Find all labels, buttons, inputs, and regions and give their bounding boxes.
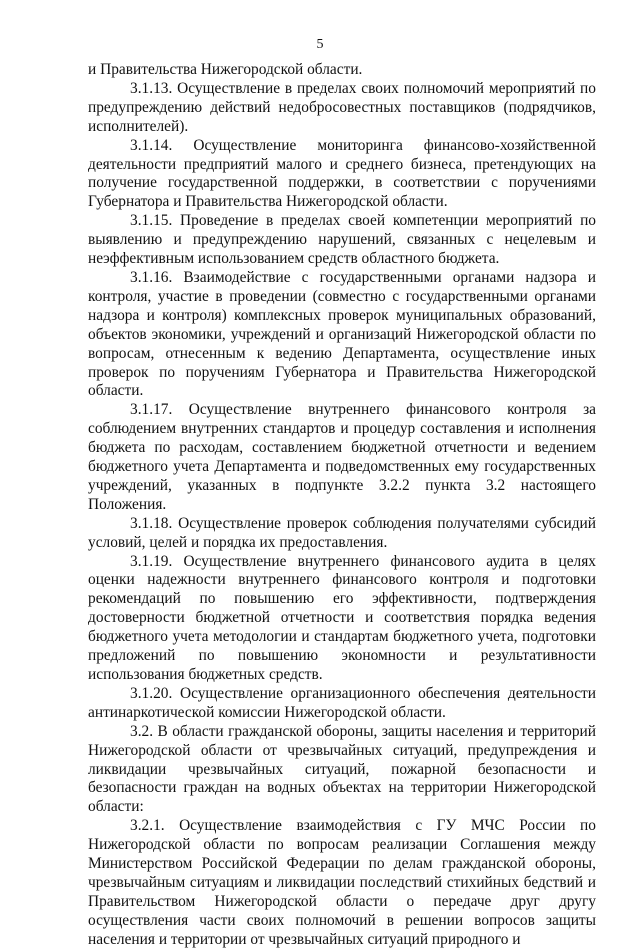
paragraph-3-1-18: 3.1.18. Осуществление проверок соблюдения получателями субсидий условий, целей и порядка их предоставления. [88,514,596,551]
document-body [88,61,596,950]
page-number: 5 [316,37,324,52]
paragraph-3-1-20: 3.1.20. Осуществление организационного обеспечения деятельности антинаркотической комиссии Нижегородской области. [88,684,596,721]
paragraph-3-1-14: 3.1.14. Осуществление мониторинга финансово-хозяйственной деятельности предприятий малого и среднего бизнеса, претендующих на получение государственной поддержки, в соответствии с поручениями Губернатора и Правительства Нижегородской области. [88,136,596,211]
paragraph-3-1-16: 3.1.16. Взаимодействие с государственными органами надзора и контроля, участие в проведении (совместно с государственными органами надзора и контроля) комплексных проверок муниципальных образований, объектов экономики, учреждений и организаций Нижегородской области по вопросам, отнесенным к ведению Департамента, осуществление иных проверок по поручениям Губернатора и Правительства Нижегородской области. [88,268,596,400]
paragraph-3-1-19: 3.1.19. Осуществление внутреннего финансового аудита в целях оценки надежности внутреннего финансового контроля и подготовки рекомендаций по повышению его эффективности, подтверждения достоверности бюджетной отчетности и соответствия порядка ведения бюджетного учета методологии и стандартам бюджетного учета, подготовки предложений по повышению экономности и результативности использования бюджетных средств. [88,552,596,683]
paragraph-3-2: 3.2. В области гражданской обороны, защиты населения и территорий Нижегородской области от чрезвычайных ситуаций, предупреждения и ликвидации чрезвычайных ситуаций, пожарной безопасности и безопасности граждан на водных объектах на территории Нижегородской области: [88,722,596,816]
paragraph-3-1-17: 3.1.17. Осуществление внутреннего финансового контроля за соблюдением внутренних стандартов и процедур составления и исполнения бюджета по расходам, составлением бюджетной отчетности и ведением бюджетного учета Департамента и подведомственных ему государственных учреждений, указанных в подпункте 3.2.2 пункта 3.2 настоящего Положения. [88,401,596,513]
paragraph-3-1-13: 3.1.13. Осуществление в пределах своих полномочий мероприятий по предупреждению действий недобросовестных поставщиков (подрядчиков, исполнителей). [88,79,596,135]
paragraph-3-2-1: 3.2.1. Осуществление взаимодействия с ГУ МЧС России по Нижегородской области по вопросам реализации Соглашения между Министерством Российской Федерации по делам гражданской обороны, чрезвычайным ситуациям и ликвидации последствий стихийных бедствий и Правительством Нижегородской области о передаче друг другу осуществления части своих полномочий в решении вопросов защиты населения и территории от чрезвычайных ситуаций природного и [88,817,596,948]
paragraph-continuation: и Правительства Нижегородской области. [88,61,363,78]
paragraph-3-1-15: 3.1.15. Проведение в пределах своей компетенции мероприятий по выявлению и предупреждению нарушений, связанных с нецелевым и неэффективным использованием средств областного бюджета. [88,212,596,268]
